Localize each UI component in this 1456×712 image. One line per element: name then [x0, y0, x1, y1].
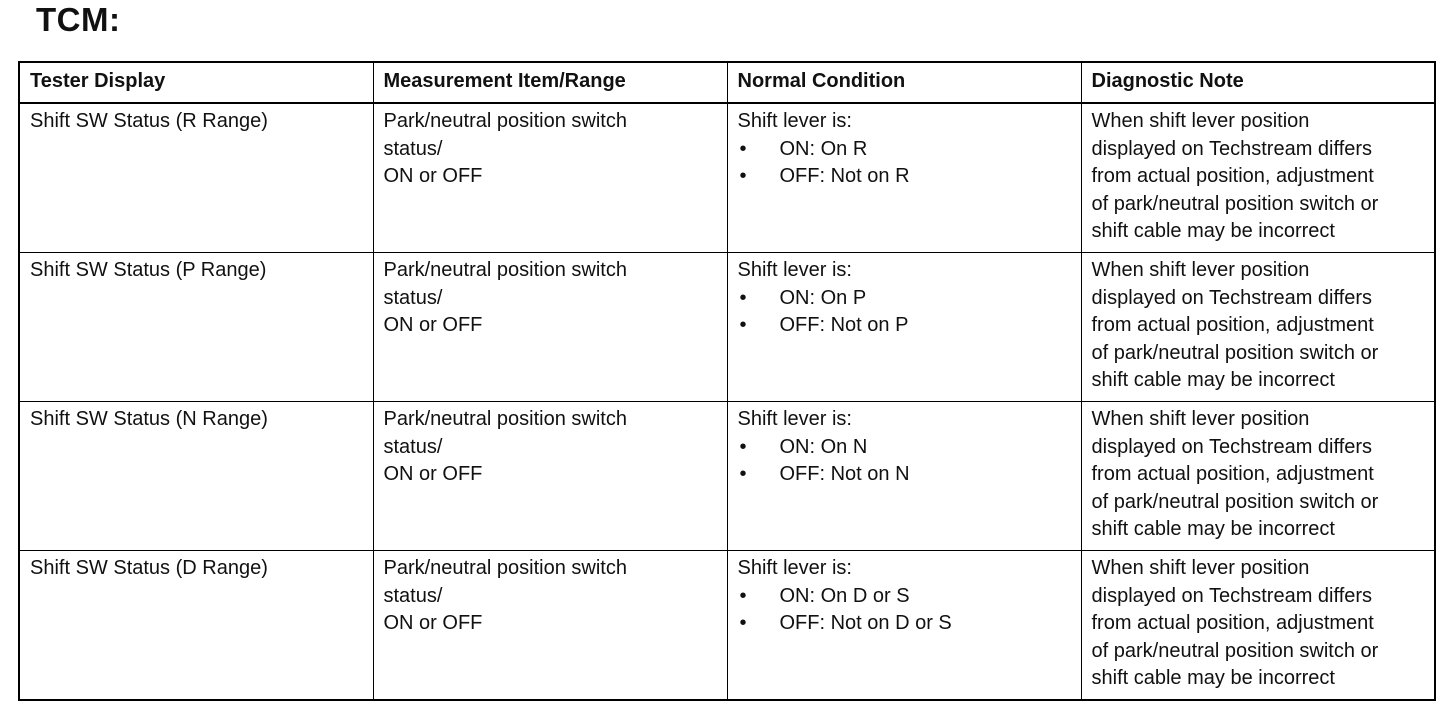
tcm-data-table	[18, 61, 1436, 701]
measurement-line: ON or OFF	[383, 314, 483, 336]
bullet-icon: •	[739, 165, 747, 187]
normal-condition-bullet-item	[738, 434, 1075, 462]
note-line: displayed on Techstream differs	[1091, 137, 1373, 160]
bullet-icon: •	[739, 286, 747, 309]
diagnostic-note-cell	[1081, 551, 1435, 701]
table-row	[19, 253, 1435, 402]
note-line: When shift lever position	[1091, 259, 1310, 281]
measurement-line: Park/neutral position switch	[383, 557, 627, 579]
measurement-line: Park/neutral position switch	[383, 408, 627, 430]
normal-condition-bullet-item	[738, 312, 1075, 340]
table-row	[19, 103, 1435, 253]
normal-condition-bullet-item	[738, 285, 1075, 313]
note-line: from actual position, adjustment	[1091, 463, 1374, 485]
bullet-text: OFF: Not on R	[779, 165, 910, 187]
note-line: of park/neutral position switch or	[1091, 341, 1379, 364]
measurement-line: status/	[383, 137, 443, 160]
bullet-icon: •	[739, 463, 747, 485]
note-line: shift cable may be incorrect	[1091, 369, 1335, 391]
normal-condition-intro: Shift lever is:	[737, 557, 852, 579]
normal-condition-bullet-item	[738, 136, 1075, 164]
tester-display-cell	[19, 253, 373, 402]
bullet-text: ON: On P	[779, 286, 867, 309]
note-line: shift cable may be incorrect	[1091, 518, 1335, 540]
measurement-line: Park/neutral position switch	[383, 110, 627, 132]
normal-condition-cell	[727, 103, 1081, 253]
note-line: from actual position, adjustment	[1091, 612, 1374, 634]
column-header-normal-condition: Normal Condition	[727, 62, 1081, 103]
measurement-cell	[373, 253, 727, 402]
note-line: displayed on Techstream differs	[1091, 584, 1373, 607]
measurement-cell	[373, 402, 727, 551]
measurement-cell	[373, 551, 727, 701]
table-row	[19, 551, 1435, 701]
measurement-cell	[373, 103, 727, 253]
bullet-text: OFF: Not on N	[779, 463, 910, 485]
normal-condition-cell	[727, 253, 1081, 402]
measurement-line: status/	[383, 286, 443, 309]
note-line: shift cable may be incorrect	[1091, 220, 1335, 242]
bullet-icon: •	[739, 137, 747, 160]
normal-condition-intro: Shift lever is:	[737, 259, 852, 281]
table-row	[19, 402, 1435, 551]
bullet-icon: •	[739, 314, 747, 336]
note-line: When shift lever position	[1091, 110, 1310, 132]
bullet-text: ON: On D or S	[779, 584, 910, 607]
tester-display-cell	[19, 103, 373, 253]
note-line: from actual position, adjustment	[1091, 314, 1374, 336]
normal-condition-bullet-item	[738, 610, 1075, 638]
column-header-diagnostic-note: Diagnostic Note	[1081, 62, 1435, 103]
diagnostic-note-cell	[1081, 253, 1435, 402]
tester-display-text: Shift SW Status (P Range)	[30, 259, 267, 281]
bullet-text: ON: On N	[779, 435, 868, 458]
table-header-row	[19, 62, 1435, 103]
measurement-line: ON or OFF	[383, 463, 483, 485]
measurement-line: status/	[383, 435, 443, 458]
page-title: TCM:	[36, 1, 121, 38]
measurement-line: ON or OFF	[383, 165, 483, 187]
column-header-tester-display: Tester Display	[19, 62, 373, 103]
bullet-text: OFF: Not on D or S	[779, 612, 952, 634]
note-line: of park/neutral position switch or	[1091, 192, 1379, 215]
normal-condition-intro: Shift lever is:	[737, 408, 852, 430]
tester-display-cell	[19, 402, 373, 551]
note-line: of park/neutral position switch or	[1091, 490, 1379, 513]
measurement-line: ON or OFF	[383, 612, 483, 634]
normal-condition-bullet-item	[738, 583, 1075, 611]
bullet-icon: •	[739, 612, 747, 634]
bullet-text: OFF: Not on P	[779, 314, 909, 336]
note-line: When shift lever position	[1091, 557, 1310, 579]
note-line: When shift lever position	[1091, 408, 1310, 430]
note-line: shift cable may be incorrect	[1091, 667, 1335, 689]
note-line: displayed on Techstream differs	[1091, 286, 1373, 309]
tester-display-text: Shift SW Status (N Range)	[30, 408, 268, 430]
measurement-line: Park/neutral position switch	[383, 259, 627, 281]
note-line: displayed on Techstream differs	[1091, 435, 1373, 458]
tester-display-text: Shift SW Status (D Range)	[30, 557, 268, 579]
note-line: from actual position, adjustment	[1091, 165, 1374, 187]
bullet-text: ON: On R	[779, 137, 868, 160]
normal-condition-bullet-item	[738, 163, 1075, 191]
normal-condition-cell	[727, 402, 1081, 551]
tester-display-cell	[19, 551, 373, 701]
bullet-icon: •	[739, 584, 747, 607]
column-header-measurement: Measurement Item/Range	[373, 62, 727, 103]
tester-display-text: Shift SW Status (R Range)	[30, 110, 268, 132]
normal-condition-intro: Shift lever is:	[737, 110, 852, 132]
measurement-line: status/	[383, 584, 443, 607]
diagnostic-note-cell	[1081, 103, 1435, 253]
note-line: of park/neutral position switch or	[1091, 639, 1379, 662]
diagnostic-note-cell	[1081, 402, 1435, 551]
bullet-icon: •	[739, 435, 747, 458]
normal-condition-cell	[727, 551, 1081, 701]
normal-condition-bullet-item	[738, 461, 1075, 489]
